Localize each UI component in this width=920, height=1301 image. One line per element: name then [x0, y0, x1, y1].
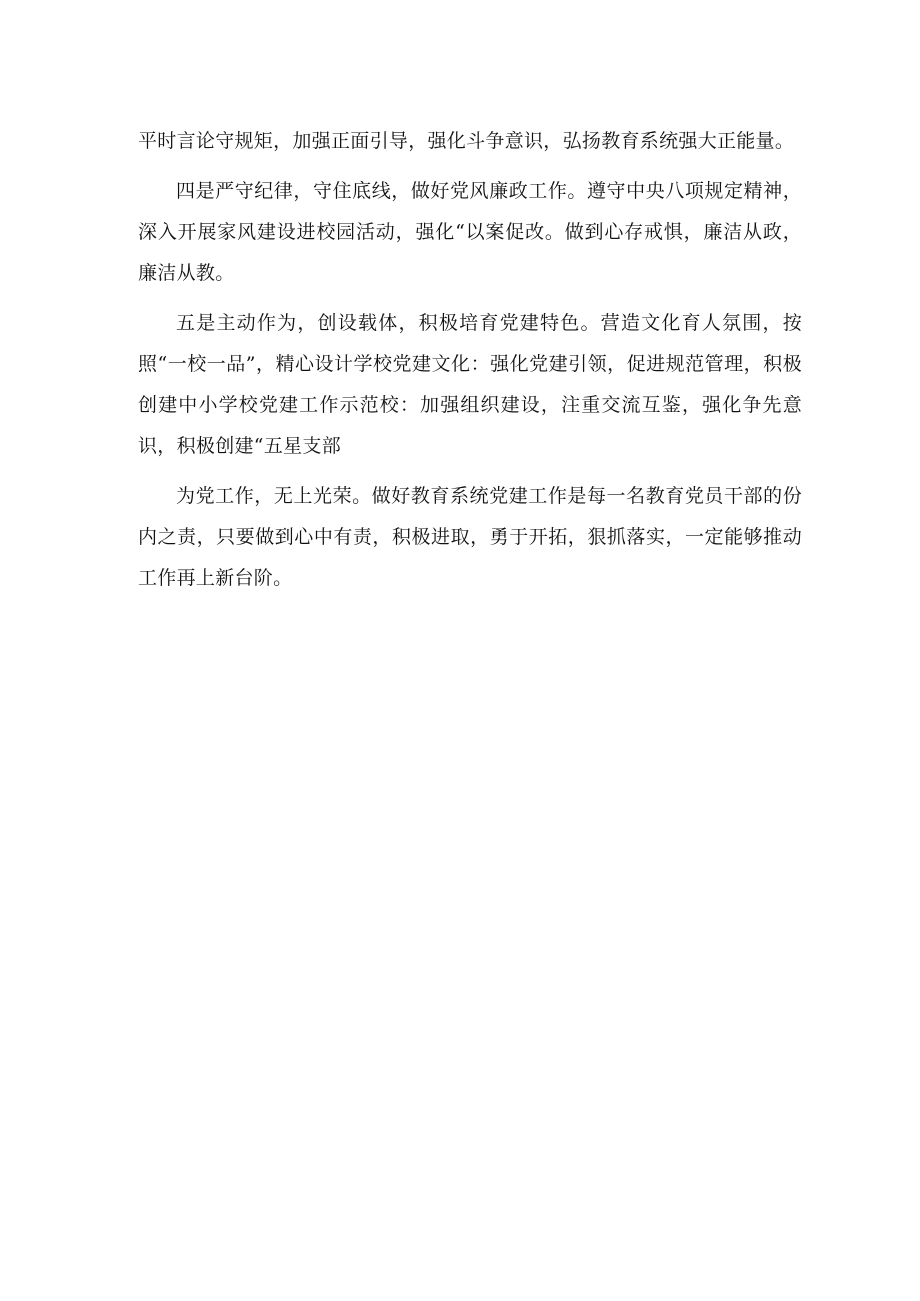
paragraph-party-building-features: 五是主动作为，创设载体，积极培育党建特色。营造文化育人氛围，按照“一校一品”，精心设计学校党建文化：强化党建引领，促进规范管理，积极创建中小学校党建工作示范校：加强组织建设，注重交流互鉴，强化争先意识，积极创建“五星支部: [138, 312, 802, 457]
paragraph-continuation: 平时言论守规矩，加强正面引导，强化斗争意识，弘扬教育系统强大正能量。: [138, 130, 795, 152]
paragraph-conclusion: 为党工作，无上光荣。做好教育系统党建工作是每一名教育党员干部的份内之责，只要做到心中有责，积极进取，勇于开拓，狠抓落实，一定能够推动工作再上新台阶。: [138, 485, 802, 589]
paragraph-discipline: 四是严守纪律，守住底线，做好党风廉政工作。遵守中央八项规定精神，深入开展家风建设进校园活动，强化“以案促改。做到心存戒惧，廉洁从政，廉洁从教。: [138, 180, 802, 284]
document-body: [138, 121, 802, 608]
